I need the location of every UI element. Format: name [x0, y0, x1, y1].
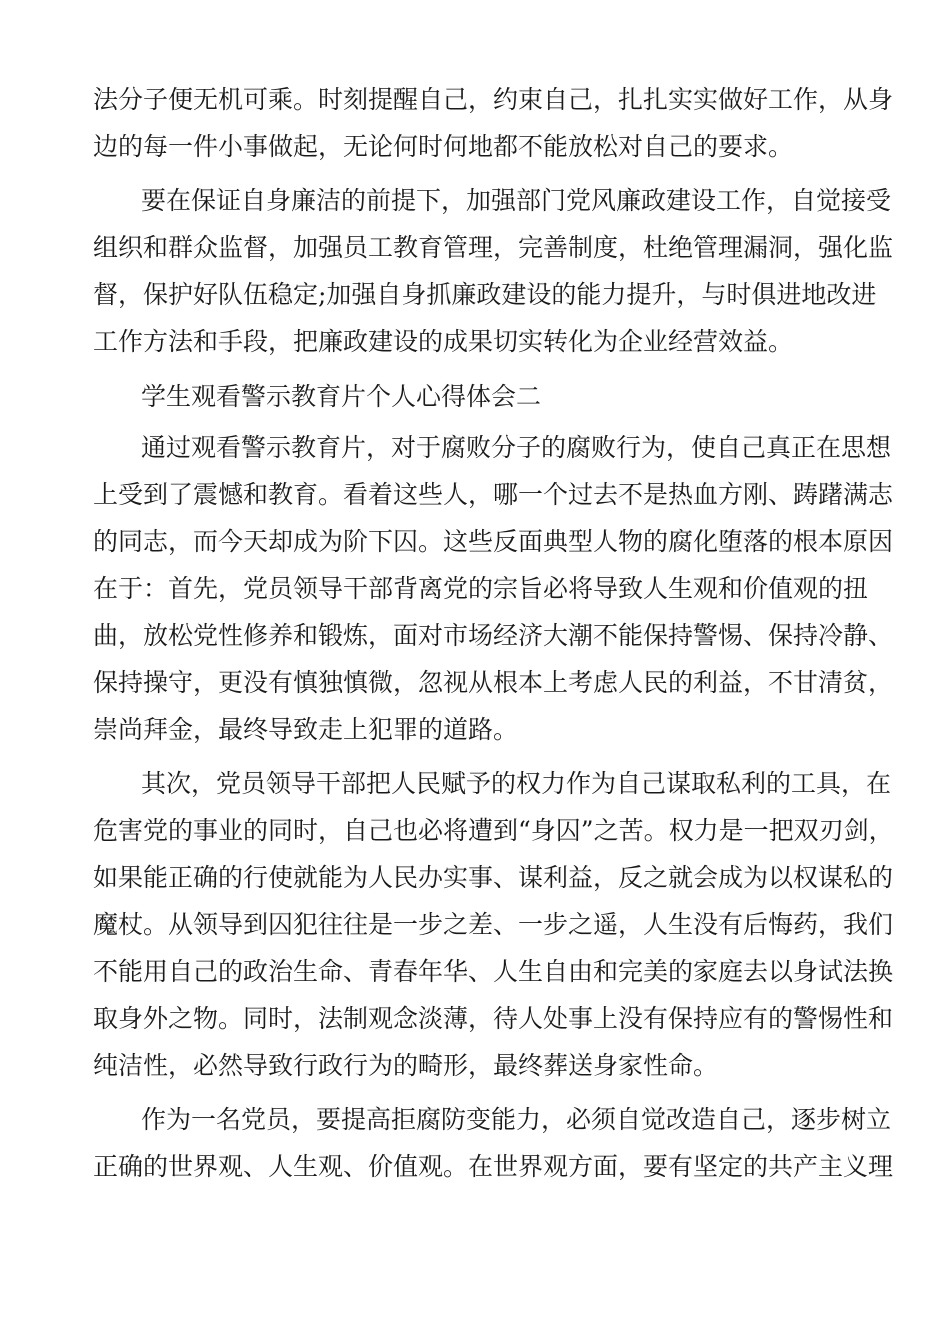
paragraph-line: 法分子便无机可乘。时刻提醒自己，约束自己，扎扎实实做好工作，从身 [93, 85, 894, 114]
paragraph-line: 取身外之物。同时，法制观念淡薄，待人处事上没有保持应有的警惕性和 [93, 1004, 894, 1033]
paragraph-line: 危害党的事业的同时，自己也必将遭到“身囚”之苦。权力是一把双刃剑， [93, 816, 894, 845]
paragraph-line: 保持操守，更没有慎独慎微，忽视从根本上考虑人民的利益，不甘清贫， [93, 668, 894, 697]
paragraph-line: 上受到了震憾和教育。看着这些人，哪一个过去不是热血方刚、踌躇满志 [93, 480, 894, 509]
paragraph-line: 纯洁性，必然导致行政行为的畸形，最终葬送身家性命。 [93, 1051, 719, 1080]
paragraph-line: 崇尚拜金，最终导致走上犯罪的道路。 [93, 715, 519, 744]
paragraph-line: 通过观看警示教育片，对于腐败分子的腐败行为，使自己真正在思想 [141, 433, 892, 462]
paragraph-line: 如果能正确的行使就能为人民办实事、谋利益，反之就会成为以权谋私的 [93, 863, 894, 892]
paragraph-line: 不能用自己的政治生命、青春年华、人生自由和完美的家庭去以身试法换 [93, 957, 894, 986]
paragraph-line: 边的每一件小事做起，无论何时何地都不能放松对自己的要求。 [93, 132, 794, 161]
paragraph-line: 曲，放松党性修养和锻炼，面对市场经济大潮不能保持警惕、保持冷静、 [93, 621, 894, 650]
paragraph-line: 正确的世界观、人生观、价值观。在世界观方面，要有坚定的共产主义理 [93, 1152, 894, 1181]
paragraph-line: 魔杖。从领导到囚犯往往是一步之差、一步之遥，人生没有后悔药，我们 [93, 910, 894, 939]
paragraph-line: 其次，党员领导干部把人民赋予的权力作为自己谋取私利的工具，在 [141, 769, 892, 798]
paragraph-line: 工作方法和手段，把廉政建设的成果切实转化为企业经营效益。 [93, 327, 794, 356]
paragraph-line: 在于：首先，党员领导干部背离党的宗旨必将导致人生观和价值观的扭 [93, 574, 869, 603]
paragraph-line: 的同志，而今天却成为阶下囚。这些反面典型人物的腐化堕落的根本原因 [93, 527, 894, 556]
paragraph-line: 组织和群众监督，加强员工教育管理，完善制度，杜绝管理漏洞，强化监 [93, 233, 894, 262]
section-heading: 学生观看警示教育片个人心得体会二 [141, 382, 542, 411]
paragraph-line: 要在保证自身廉洁的前提下，加强部门党风廉政建设工作，自觉接受 [141, 186, 892, 215]
paragraph-line: 督，保护好队伍稳定;加强自身抓廉政建设的能力提升，与时俱进地改进 [93, 280, 877, 309]
paragraph-line: 作为一名党员，要提高拒腐防变能力，必须自觉改造自己，逐步树立 [141, 1105, 892, 1134]
